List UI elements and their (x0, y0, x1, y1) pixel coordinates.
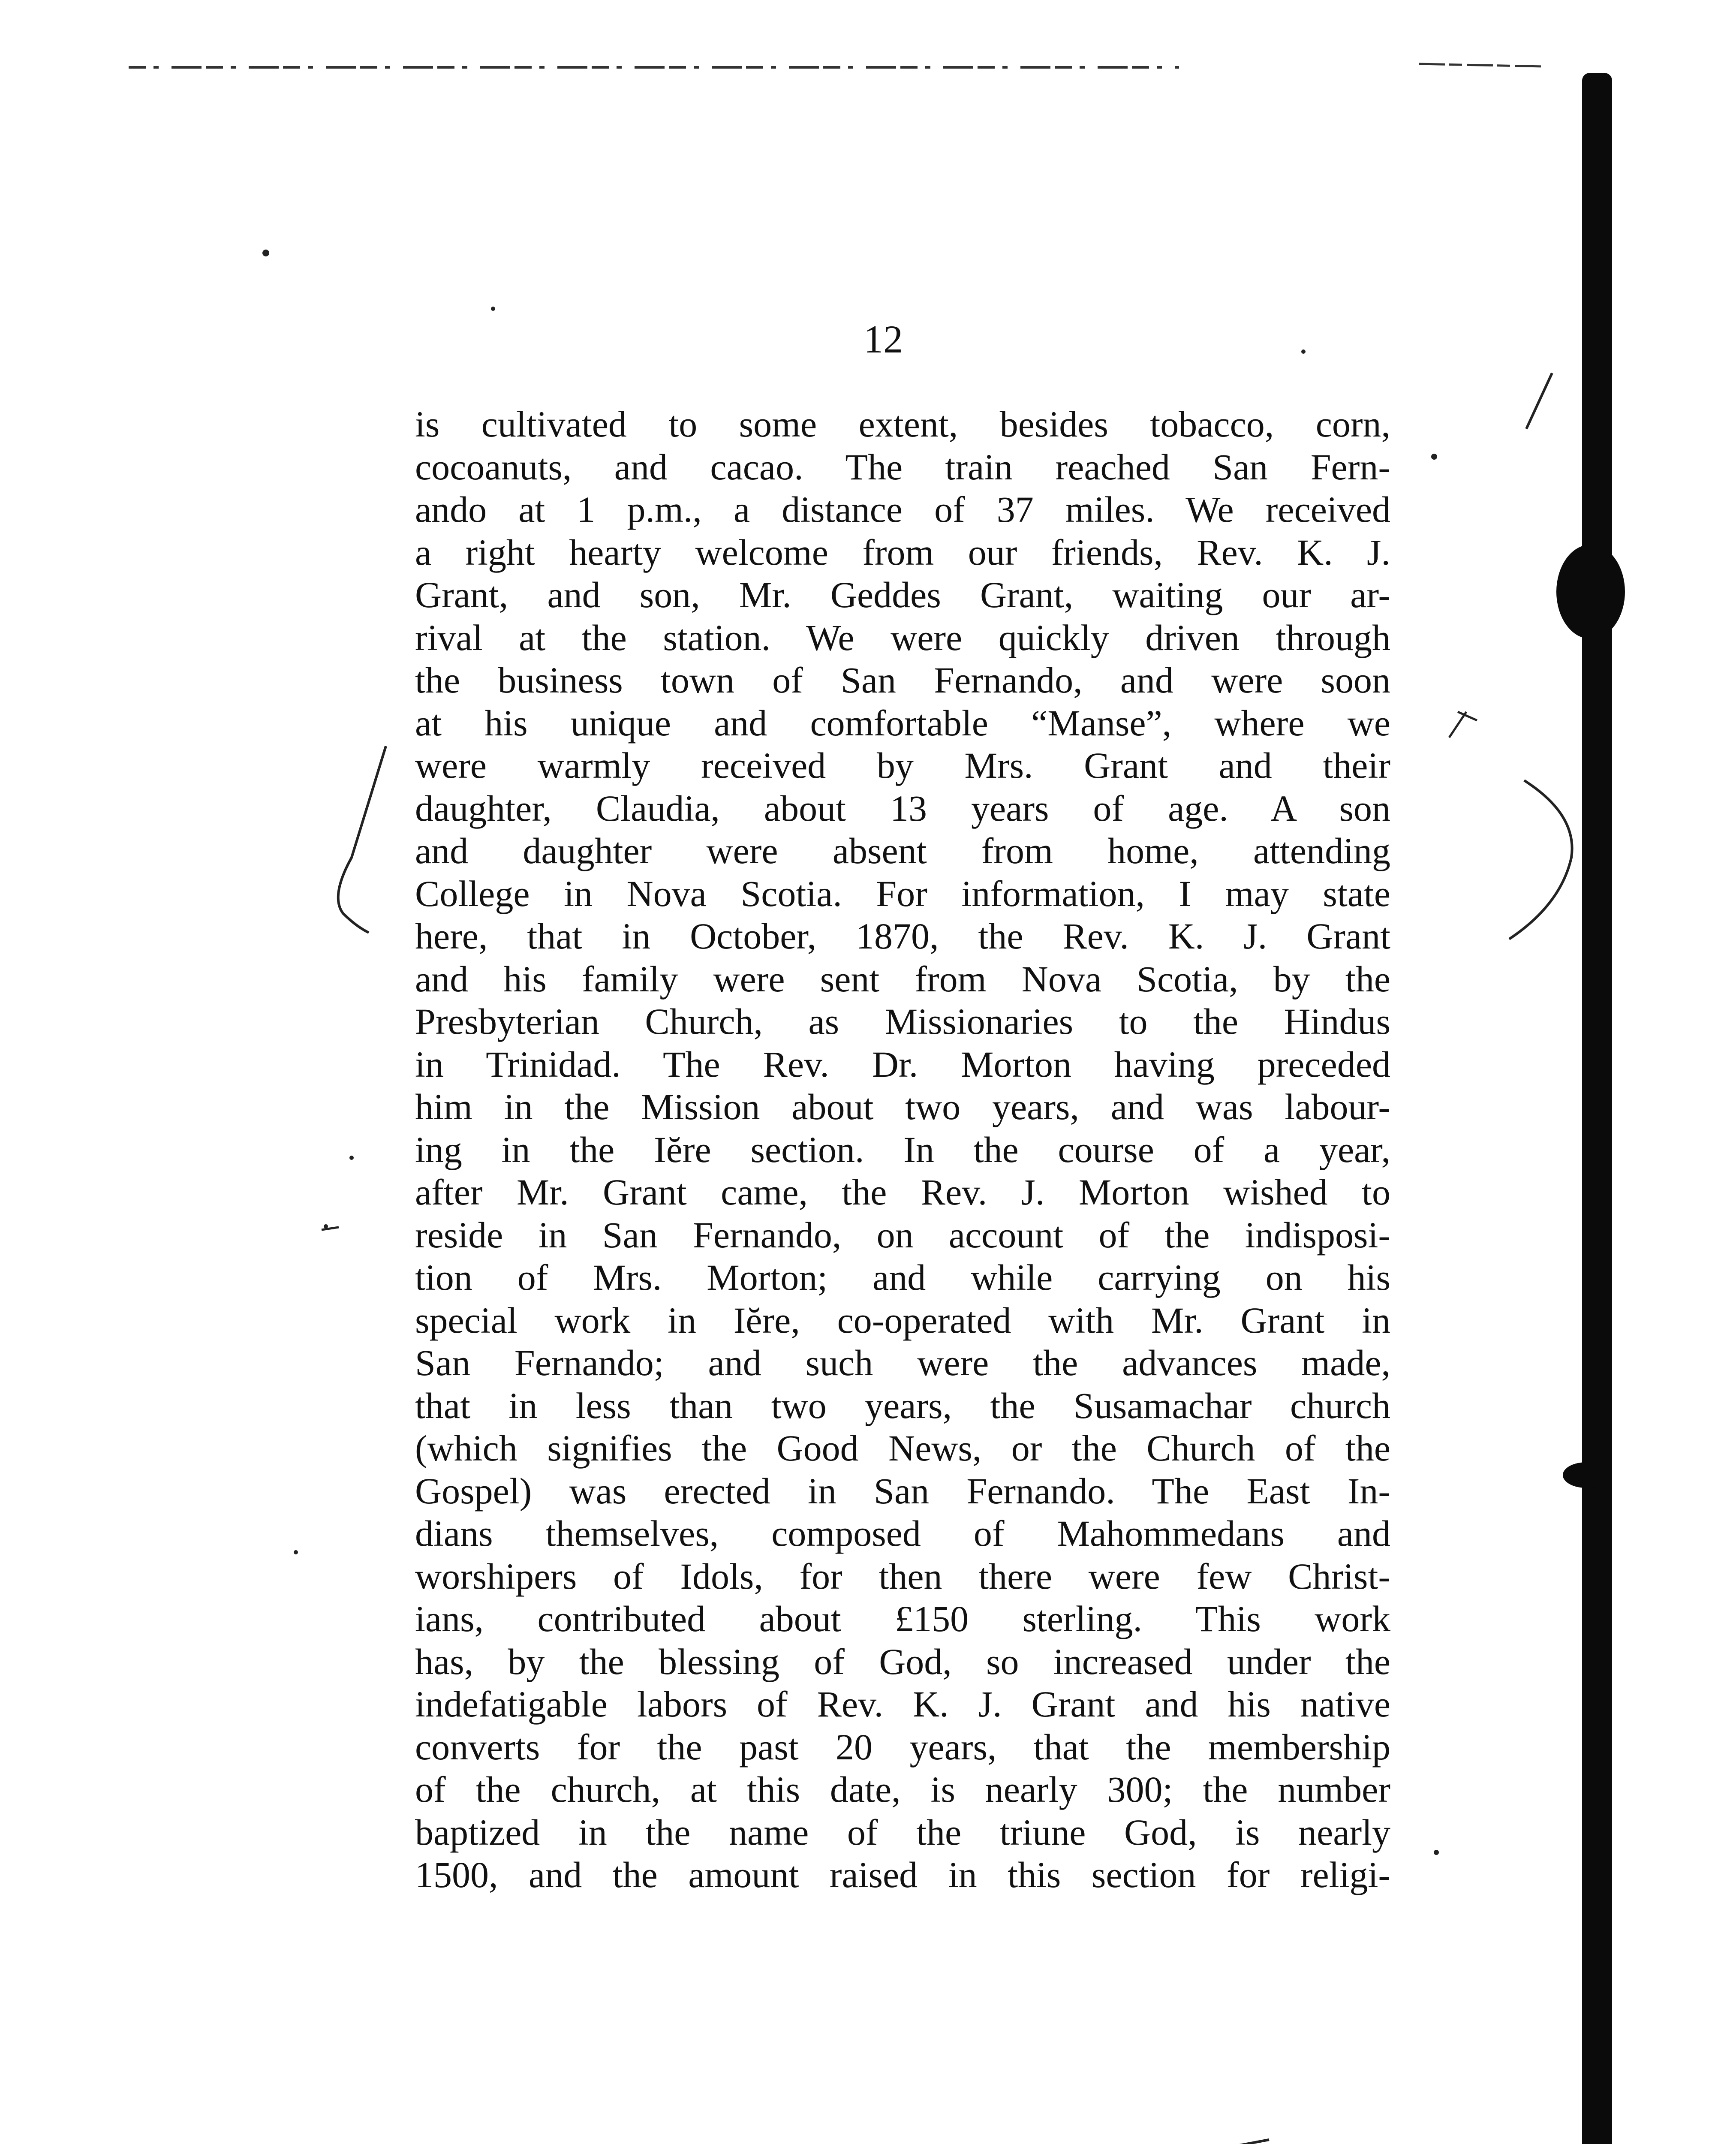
text-line: the business town of San Fernando, and were soon (415, 659, 1390, 701)
text-line: special work in Iĕre, co-operated with Mr. Grant in (415, 1299, 1390, 1341)
text-line: daughter, Claudia, about 13 years of age. A son (415, 787, 1390, 829)
text-line: ians, contributed about £150 sterling. This work (415, 1598, 1390, 1639)
text-line: San Fernando; and such were the advances made, (415, 1342, 1390, 1383)
text-line: ando at 1 p.m., a distance of 37 miles. We received (415, 489, 1390, 530)
margin-slash-mark (1526, 373, 1552, 429)
text-line: here, that in October, 1870, the Rev. K. J. Grant (415, 915, 1390, 957)
left-margin-bracket (338, 746, 386, 933)
text-line: cocoanuts, and cacao. The train reached San Fern- (415, 446, 1390, 488)
text-line: after Mr. Grant came, the Rev. J. Morton wished to (415, 1171, 1390, 1213)
text-line: were warmly received by Mrs. Grant and their (415, 745, 1390, 786)
margin-tick-mark (1449, 712, 1477, 738)
body-text (415, 403, 1390, 1897)
text-line: rival at the station. We were quickly driven through (415, 617, 1390, 658)
text-line: indefatigable labors of Rev. K. J. Grant and his native (415, 1683, 1390, 1725)
text-line: baptized in the name of the triune God, is nearly (415, 1811, 1390, 1853)
text-line: him in the Mission about two years, and was labour- (415, 1086, 1390, 1127)
text-line: 1500, and the amount raised in this section for religi- (415, 1854, 1390, 1895)
scan-edge-artifact (129, 58, 1543, 75)
text-line: tion of Mrs. Morton; and while carrying on his (415, 1257, 1390, 1298)
text-line: dians themselves, composed of Mahommedans and (415, 1513, 1390, 1554)
page-number: 12 (863, 317, 903, 361)
text-line: and daughter were absent from home, attending (415, 830, 1390, 871)
text-line: in Trinidad. The Rev. Dr. Morton having preceded (415, 1043, 1390, 1085)
text-line: a right hearty welcome from our friends, Rev. K. J. (415, 531, 1390, 573)
text-line: College in Nova Scotia. For information, I may state (415, 873, 1390, 914)
text-line: reside in San Fernando, on account of the indisposi- (415, 1214, 1390, 1256)
text-line: and his family were sent from Nova Scotia, by the (415, 958, 1390, 1000)
text-line: (which signifies the Good News, or the Church of the (415, 1427, 1390, 1469)
text-line: Presbyterian Church, as Missionaries to the Hindus (415, 1001, 1390, 1042)
text-line: is cultivated to some extent, besides tobacco, corn, (415, 404, 1390, 445)
text-line: worshipers of Idols, for then there were few Christ- (415, 1555, 1390, 1597)
text-line: ing in the Iĕre section. In the course of a year, (415, 1129, 1390, 1170)
text-line: converts for the past 20 years, that the membership (415, 1726, 1390, 1768)
text-line: Grant, and son, Mr. Geddes Grant, waiting our ar- (415, 574, 1390, 615)
text-line: that in less than two years, the Susamachar church (415, 1385, 1390, 1426)
text-line: Gospel) was erected in San Fernando. The East In- (415, 1470, 1390, 1512)
right-margin-bracket (1509, 780, 1572, 939)
text-line: has, by the blessing of God, so increased under the (415, 1641, 1390, 1682)
binding-edge (1582, 73, 1612, 2144)
text-line: of the church, at this date, is nearly 300; the number (415, 1769, 1390, 1810)
text-line: at his unique and comfortable “Manse”, where we (415, 702, 1390, 744)
